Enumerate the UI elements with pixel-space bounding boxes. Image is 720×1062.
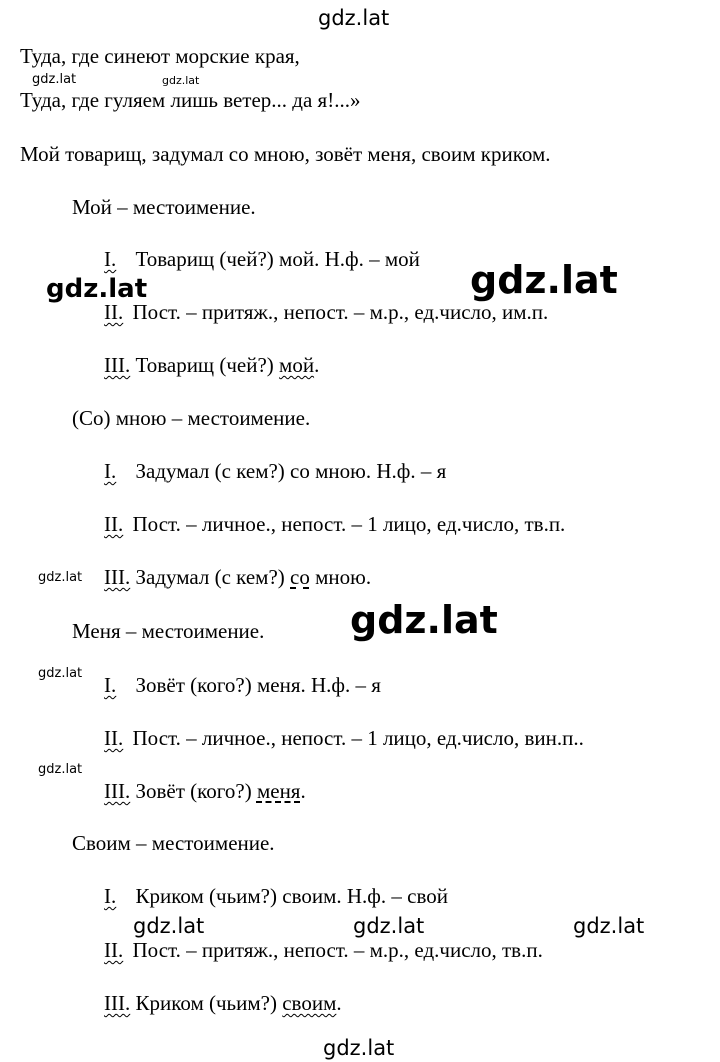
analyzed-sentence: Мой товарищ, задумал со мною, зовёт меня, своим криком. bbox=[20, 142, 551, 166]
step-number: II. bbox=[104, 726, 124, 750]
block-heading: (Со) мною – местоимение. bbox=[72, 406, 311, 430]
underlined-word: своим bbox=[282, 991, 337, 1015]
watermark: gdz.lat bbox=[38, 762, 83, 777]
underlined-word: меня bbox=[256, 779, 301, 803]
analysis-step-1 bbox=[104, 886, 448, 907]
step-text: Пост. – личное., непост. – 1 лицо, ед.число, вин.п.. bbox=[132, 726, 584, 750]
underlined-word: мой bbox=[279, 353, 315, 377]
step-number: I. bbox=[104, 459, 117, 483]
analysis-step-3: III. Зовёт (кого?) меня. bbox=[104, 779, 306, 803]
watermark: gdz.lat bbox=[38, 570, 83, 585]
watermark: gdz.lat bbox=[323, 1036, 395, 1060]
step-text: Криком (чьим?) bbox=[135, 991, 283, 1015]
step-number: III. bbox=[104, 353, 131, 377]
watermark: gdz.lat bbox=[573, 914, 645, 938]
step-number: II. bbox=[104, 300, 124, 324]
step-text: Пост. – притяж., непост. – м.р., ед.число, тв.п. bbox=[132, 938, 543, 962]
analysis-step-2 bbox=[104, 302, 548, 323]
watermark: gdz.lat bbox=[470, 258, 618, 302]
watermark: gdz.lat bbox=[350, 598, 498, 642]
step-number: II. bbox=[104, 938, 124, 962]
analysis-step-1 bbox=[104, 675, 381, 696]
analysis-step-2 bbox=[104, 940, 543, 961]
analysis-step-2 bbox=[104, 514, 565, 535]
analysis-step-3: III. Задумал (с кем?) со мною. bbox=[104, 565, 372, 589]
watermark: gdz.lat bbox=[318, 6, 390, 30]
analysis-step-2 bbox=[104, 728, 584, 749]
step-number: III. bbox=[104, 991, 131, 1015]
step-text: Задумал (с кем?) bbox=[135, 565, 291, 589]
poem-line-2: Туда, где гуляем лишь ветер... да я!...» bbox=[20, 88, 361, 112]
step-text: Пост. – личное., непост. – 1 лицо, ед.число, тв.п. bbox=[132, 512, 566, 536]
step-number: I. bbox=[104, 247, 117, 271]
step-number: II. bbox=[104, 512, 124, 536]
poem-line-1: Туда, где синеют морские края, bbox=[20, 44, 300, 68]
step-number: I. bbox=[104, 884, 117, 908]
watermark: gdz.lat bbox=[162, 74, 200, 87]
block-heading: Своим – местоимение. bbox=[72, 831, 275, 855]
step-number: I. bbox=[104, 673, 117, 697]
step-text: Задумал (с кем?) со мною. Н.ф. – я bbox=[135, 459, 447, 483]
step-text: Криком (чьим?) своим. Н.ф. – свой bbox=[135, 884, 448, 908]
step-text: Зовёт (кого?) bbox=[135, 779, 257, 803]
step-text: Товарищ (чей?) мой. Н.ф. – мой bbox=[135, 247, 420, 271]
underlined-word: со bbox=[290, 565, 310, 589]
watermark: gdz.lat bbox=[133, 914, 205, 938]
watermark: gdz.lat bbox=[46, 274, 148, 304]
step-text: Товарищ (чей?) bbox=[135, 353, 280, 377]
watermark: gdz.lat bbox=[353, 914, 425, 938]
block-heading: Мой – местоимение. bbox=[72, 195, 256, 219]
analysis-step-3: III. Товарищ (чей?) мой. bbox=[104, 353, 320, 377]
step-number: III. bbox=[104, 565, 131, 589]
watermark: gdz.lat bbox=[38, 666, 83, 681]
analysis-step-1 bbox=[104, 249, 420, 270]
step-text: Зовёт (кого?) меня. Н.ф. – я bbox=[135, 673, 381, 697]
step-text: Пост. – притяж., непост. – м.р., ед.число, им.п. bbox=[132, 300, 549, 324]
analysis-step-3: III. Криком (чьим?) своим. bbox=[104, 991, 342, 1015]
watermark: gdz.lat bbox=[32, 72, 77, 87]
step-number: III. bbox=[104, 779, 131, 803]
analysis-step-1 bbox=[104, 461, 446, 482]
block-heading: Меня – местоимение. bbox=[72, 619, 265, 643]
